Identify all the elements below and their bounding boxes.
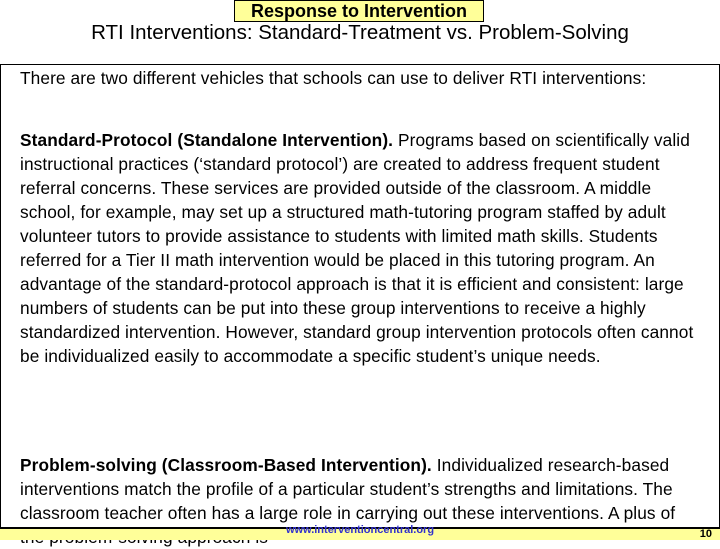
header-banner [234, 0, 484, 22]
standard-protocol-heading: Standard-Protocol (Standalone Intervention). [20, 130, 394, 150]
slide-title: RTI Interventions: Standard-Treatment vs. Problem-Solving [91, 21, 629, 44]
page-number: 10 [699, 528, 712, 540]
problem-solving-text: Individualized research-based interventions match the profile of a particular student’s strengths and limitations. The classroom teacher often has a large role in carrying out these interventions. A plus of [20, 455, 676, 523]
intro-text: There are two different vehicles that schools can use to deliver RTI interventions: [20, 68, 647, 88]
header-label: Response to Intervention [250, 1, 468, 21]
problem-solving-heading: Problem-solving (Classroom-Based Intervention). [20, 455, 432, 475]
standard-protocol-text: Programs based on scientifically valid instructional practices (‘standard protocol’) are created to address frequent student referral concerns. These services are provided outside of the classroom. A middle school, for example, may set up a structured math-tutoring program staffed by adult volunteer tutors to provide assistance to students with limited math skills. Students referred for a Tier II math intervention would be placed in this tutoring program. An advantage of the standard-protocol approach is that it is efficient and consistent: large numbers of students can be put into these group interventions to receive a highly standardized intervention. However, standard group intervention protocols often cannot be individualized easily to accommodate a specific student’s unique needs. [20, 130, 694, 366]
standard-protocol-paragraph [20, 128, 698, 368]
footer-url[interactable]: www.interventioncentral.org [285, 524, 435, 536]
